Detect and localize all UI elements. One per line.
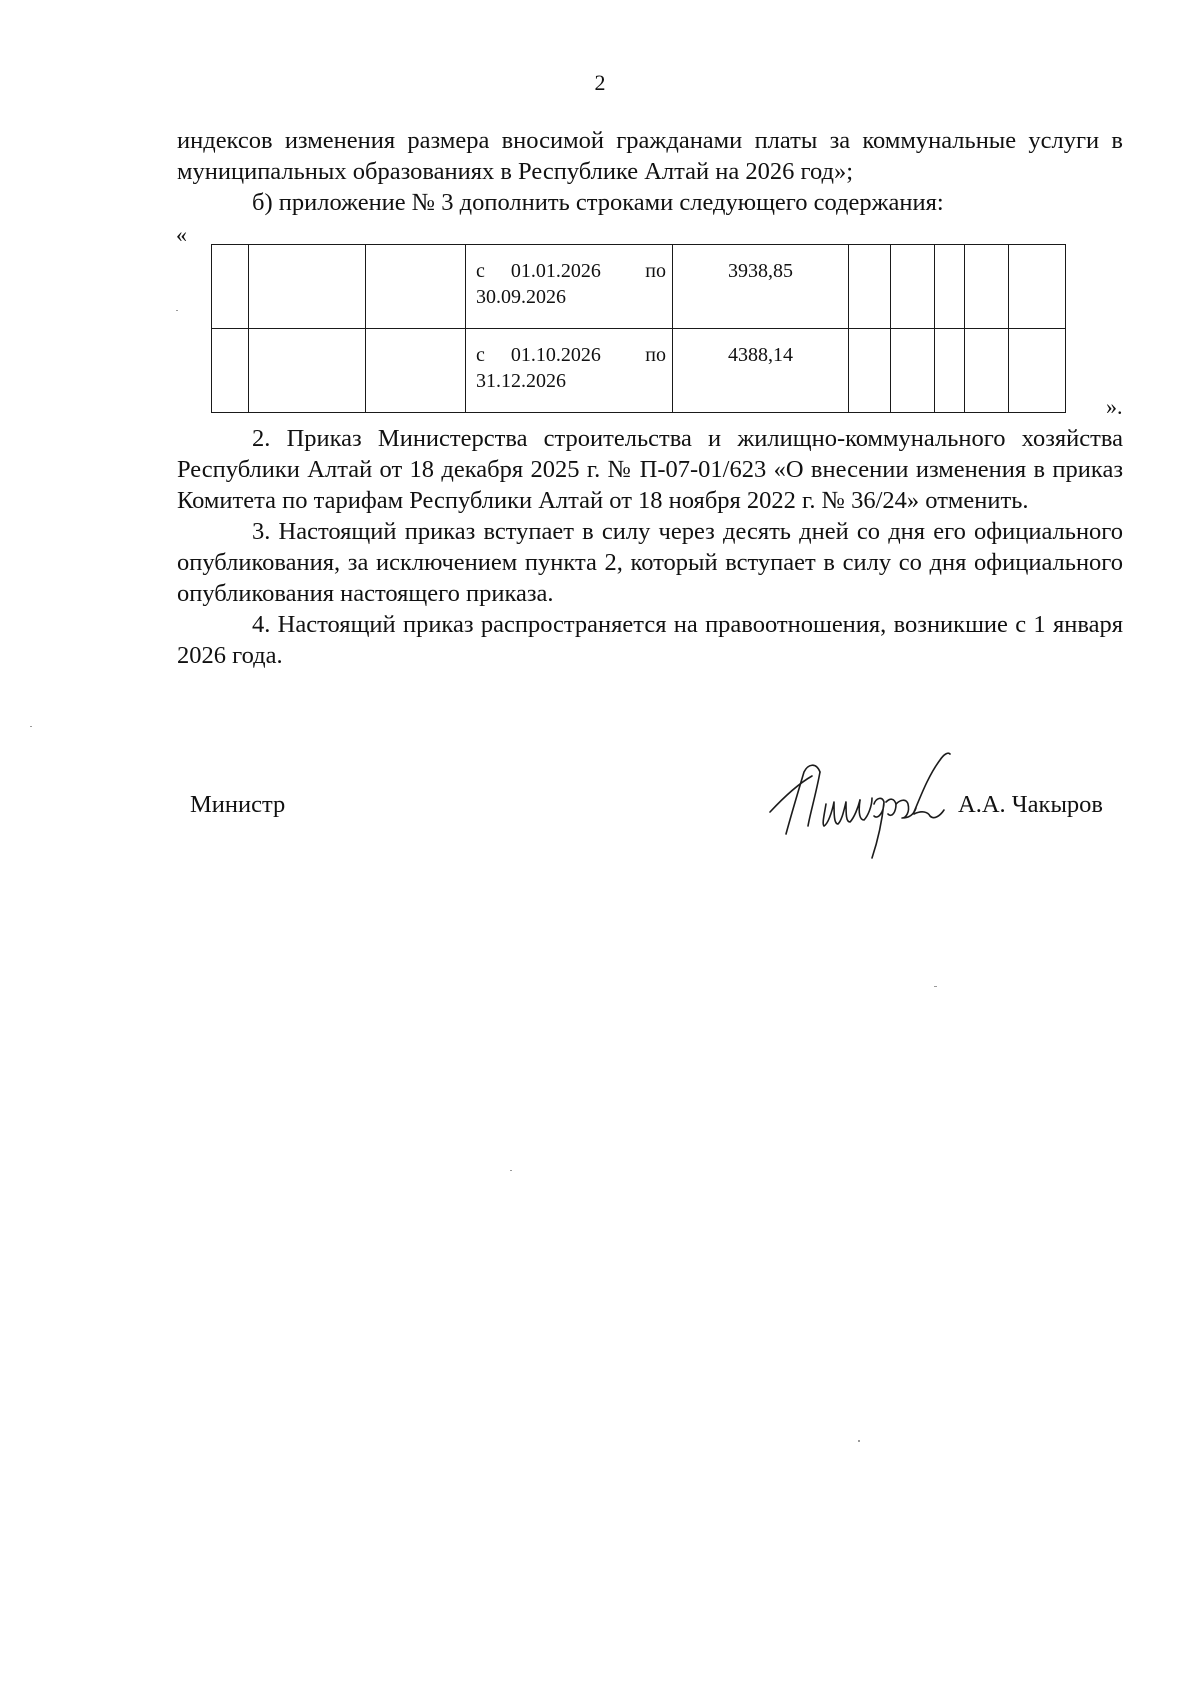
table-cell — [249, 329, 366, 413]
intro-text — [177, 125, 1123, 218]
period-to: 30.09.2026 — [476, 286, 566, 308]
table-cell — [965, 245, 1009, 329]
table-row — [212, 329, 1066, 413]
value-cell: 4388,14 — [673, 329, 849, 413]
tariff-table — [211, 244, 1066, 413]
paragraph-3: 3. Настоящий приказ вступает в силу через десять дней со дня его официального опубликования, за исключением пункта 2, который вступает в силу со дня официального опубликования настоящего приказа. — [177, 518, 1123, 607]
body-text — [177, 423, 1123, 671]
signer-title: Министр — [190, 791, 286, 818]
period-to: 31.12.2026 — [476, 370, 566, 392]
period-from: 01.01.2026 — [510, 260, 601, 282]
table-cell — [212, 329, 249, 413]
period-cell — [466, 329, 673, 413]
value-cell: 3938,85 — [673, 245, 849, 329]
scan-speck — [858, 1440, 860, 1442]
table-cell — [366, 245, 466, 329]
page-number: 2 — [594, 70, 606, 95]
signer-name: А.А. Чакыров — [958, 791, 1103, 818]
table-cell — [249, 245, 366, 329]
handwritten-signature — [764, 742, 964, 862]
table-cell — [1009, 245, 1066, 329]
period-from-line — [476, 342, 666, 368]
table-cell — [891, 245, 935, 329]
table-cell — [366, 329, 466, 413]
table-cell — [212, 245, 249, 329]
table-cell — [935, 329, 965, 413]
period-to-word: по — [645, 260, 666, 282]
item-b-paragraph: б) приложение № 3 дополнить строками следующего содержания: — [252, 189, 944, 216]
scan-speck — [176, 310, 178, 311]
scan-speck — [934, 986, 937, 987]
period-from-line — [476, 258, 666, 284]
scan-speck — [30, 726, 32, 727]
close-quote: ». — [1106, 394, 1123, 419]
table-cell — [849, 329, 891, 413]
continuation-paragraph: индексов изменения размера вносимой гражданами платы за коммунальные услуги в муниципальных образованиях в Республике Алтай на 2026 год»; — [177, 127, 1123, 185]
table-row — [212, 245, 1066, 329]
open-quote: « — [176, 222, 187, 247]
paragraph-2: 2. Приказ Министерства строительства и жилищно-коммунального хозяйства Республики Алтай от 18 декабря 2025 г. № П-07-01/623 «О внесении изменения в приказ Комитета по тарифам Республики Алтай от 18 ноября 2022 г. № 36/24» отменить. — [177, 425, 1123, 514]
table-cell — [891, 329, 935, 413]
period-prefix: с — [476, 344, 485, 366]
scan-speck — [510, 1170, 512, 1171]
table-cell — [935, 245, 965, 329]
period-from: 01.10.2026 — [510, 344, 601, 366]
paragraph-4: 4. Настоящий приказ распространяется на правоотношения, возникшие с 1 января 2026 года. — [177, 611, 1123, 669]
table-cell — [849, 245, 891, 329]
period-cell — [466, 245, 673, 329]
period-to-word: по — [645, 344, 666, 366]
table-cell — [965, 329, 1009, 413]
table-cell — [1009, 329, 1066, 413]
period-prefix: с — [476, 260, 485, 282]
